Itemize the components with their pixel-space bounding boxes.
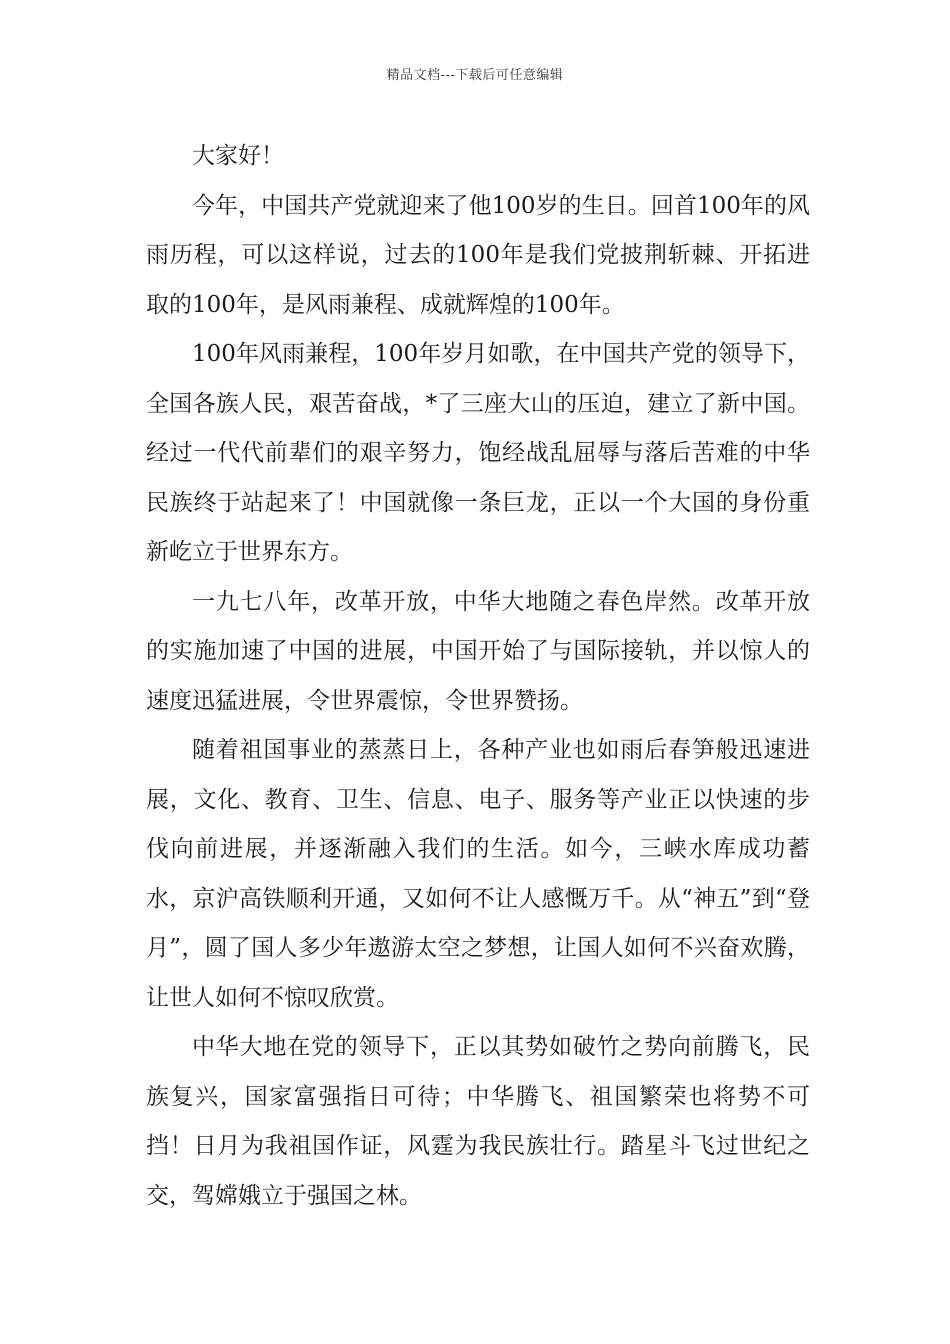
document-body xyxy=(146,132,810,1221)
paragraph-1: 今年，中国共产党就迎来了他100岁的生日。回首100年的风雨历程，可以这样说，过去的100年是我们党披荆斩棘、开拓进取的100年，是风雨兼程、成就辉煌的100年。 xyxy=(146,192,810,318)
paragraph-5: 中华大地在党的领导下，正以其势如破竹之势向前腾飞，民族复兴，国家富强指日可待；中华腾飞、祖国繁荣也将势不可挡！日月为我祖国作证，风霆为我民族壮行。踏星斗飞过世纪之交，驾嫦娥立于强国之林。 xyxy=(146,1034,810,1209)
paragraph-2: 100年风雨兼程，100年岁月如歌，在中国共产党的领导下，全国各族人民，艰苦奋战，*了三座大山的压迫，建立了新中国。经过一代代前辈们的艰辛努力，饱经战乱屈辱与落后苦难的中华民族终于站起来了！中国就像一条巨龙，正以一个大国的身份重新屹立于世界东方。 xyxy=(146,341,810,565)
greeting-paragraph: 大家好！ xyxy=(192,143,284,169)
paragraph-4: 随着祖国事业的蒸蒸日上，各种产业也如雨后春笋般迅速进展，文化、教育、卫生、信息、电子、服务等产业正以快速的步伐向前进展，并逐渐融入我们的生活。如今，三峡水库成功蓄水，京沪高铁顺利开通，又如何不让人感慨万千。从“神五”到“登月”，圆了国人多少年遨游太空之梦想，让国人如何不兴奋欢腾，让世人如何不惊叹欣赏。 xyxy=(146,737,810,1011)
paragraph-3: 一九七八年，改革开放，中华大地随之春色岸然。改革开放的实施加速了中国的进展，中国开始了与国际接轨，并以惊人的速度迅猛进展，令世界震惊，令世界赞扬。 xyxy=(146,588,810,714)
page-header: 精品文档---下载后可任意编辑 xyxy=(386,68,564,83)
